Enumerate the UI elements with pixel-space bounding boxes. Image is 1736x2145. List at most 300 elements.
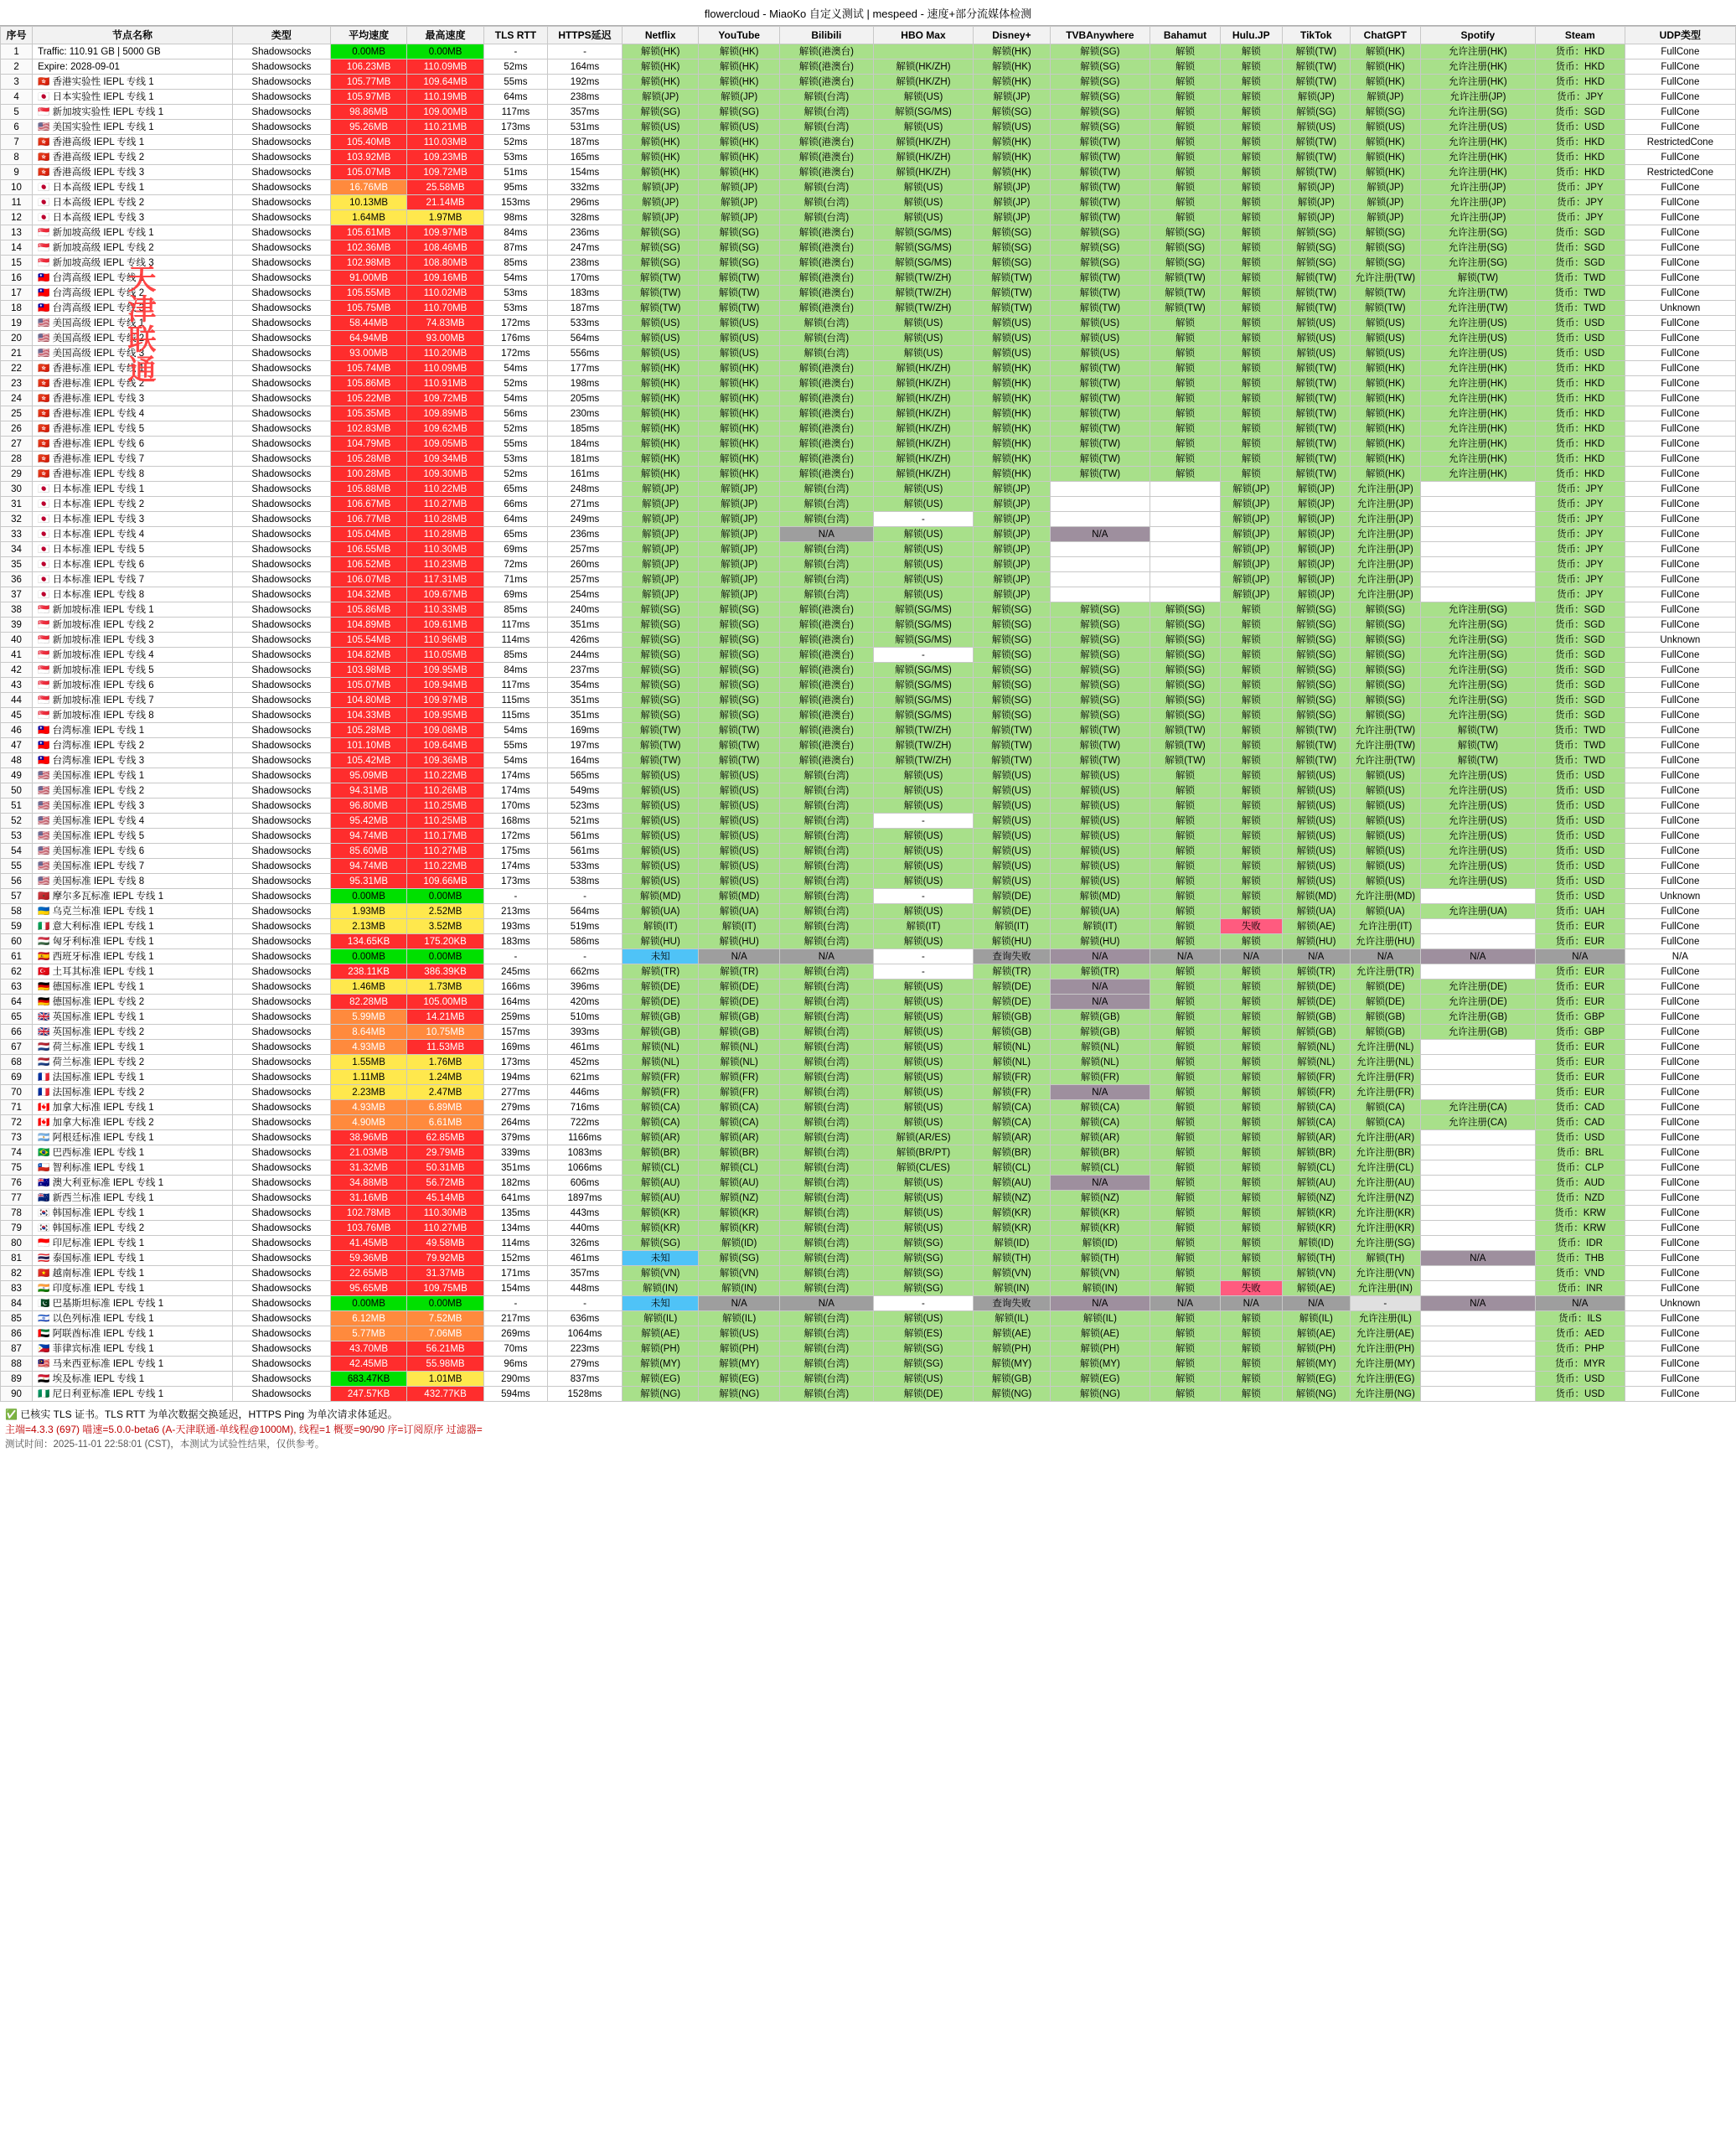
max-speed: 109.08MB — [407, 723, 483, 738]
bahamut-status: 解锁 — [1150, 1130, 1221, 1145]
row-index: 86 — [1, 1326, 33, 1341]
spotify-status: 允许注册(TW) — [1420, 301, 1535, 316]
netflix-status: 解锁(FR) — [622, 1070, 698, 1085]
chatgpt-status: 解锁(US) — [1350, 859, 1420, 874]
table-row[interactable] — [1, 346, 1736, 361]
node-type: Shadowsocks — [232, 180, 330, 195]
hulujp-status: 解锁 — [1220, 602, 1282, 618]
max-speed: 50.31MB — [407, 1160, 483, 1176]
node-name: 🇺🇸 美国标准 IEPL 专线 1 — [33, 768, 233, 783]
hbomax-status — [873, 44, 973, 59]
hulujp-status: 解锁 — [1220, 225, 1282, 240]
table-row[interactable] — [1, 995, 1736, 1010]
steam-status: N/A — [1535, 1296, 1625, 1311]
table-row[interactable] — [1, 618, 1736, 633]
tls-rtt: 277ms — [483, 1085, 547, 1100]
tiktok-status: 解锁(MY) — [1282, 1357, 1350, 1372]
https-latency: 440ms — [548, 1221, 623, 1236]
node-type: Shadowsocks — [232, 497, 330, 512]
max-speed: 56.72MB — [407, 1176, 483, 1191]
tls-rtt: 85ms — [483, 648, 547, 663]
table-row[interactable] — [1, 361, 1736, 376]
udp-type: FullCone — [1625, 391, 1735, 406]
steam-status: 货币：JPY — [1535, 180, 1625, 195]
max-speed: 175.20KB — [407, 934, 483, 949]
youtube-status: 解锁(HK) — [699, 421, 780, 437]
chatgpt-status: 解锁(CA) — [1350, 1100, 1420, 1115]
table-row[interactable] — [1, 421, 1736, 437]
spotify-status: 允许注册(JP) — [1420, 180, 1535, 195]
table-row[interactable] — [1, 1145, 1736, 1160]
table-row[interactable] — [1, 256, 1736, 271]
table-row[interactable] — [1, 1387, 1736, 1402]
table-row[interactable] — [1, 240, 1736, 256]
table-row[interactable] — [1, 90, 1736, 105]
disney-status: 解锁(HK) — [974, 75, 1050, 90]
avg-speed: 91.00MB — [330, 271, 406, 286]
netflix-status: 解锁(SG) — [622, 633, 698, 648]
bahamut-status: 解锁 — [1150, 1025, 1221, 1040]
watermark: 天津联通 — [123, 264, 155, 385]
disney-status: 解锁(SG) — [974, 708, 1050, 723]
udp-type: FullCone — [1625, 859, 1735, 874]
table-row[interactable] — [1, 799, 1736, 814]
netflix-status: 解锁(SG) — [622, 602, 698, 618]
table-row[interactable] — [1, 783, 1736, 799]
tls-rtt: 172ms — [483, 346, 547, 361]
table-row[interactable] — [1, 648, 1736, 663]
table-row[interactable] — [1, 859, 1736, 874]
table-row[interactable] — [1, 1206, 1736, 1221]
udp-type: FullCone — [1625, 995, 1735, 1010]
table-row[interactable] — [1, 708, 1736, 723]
steam-status: 货币：USD — [1535, 1387, 1625, 1402]
table-row[interactable] — [1, 919, 1736, 934]
table-row[interactable] — [1, 1221, 1736, 1236]
hbomax-status: 解锁(US) — [873, 527, 973, 542]
avg-speed: 104.33MB — [330, 708, 406, 723]
table-row[interactable] — [1, 1010, 1736, 1025]
steam-status: 货币：USD — [1535, 783, 1625, 799]
table-row[interactable] — [1, 542, 1736, 557]
bilibili-status: N/A — [779, 1296, 873, 1311]
bilibili-status: N/A — [779, 949, 873, 964]
tls-rtt: 55ms — [483, 437, 547, 452]
hbomax-status: 解锁(SG) — [873, 1236, 973, 1251]
table-row[interactable] — [1, 286, 1736, 301]
table-row[interactable] — [1, 1070, 1736, 1085]
table-row[interactable] — [1, 75, 1736, 90]
node-name: 🇭🇰 香港标准 IEPL 专线 1 — [33, 361, 233, 376]
netflix-status: 解锁(UA) — [622, 904, 698, 919]
table-row[interactable] — [1, 874, 1736, 889]
table-row[interactable] — [1, 316, 1736, 331]
spotify-status — [1420, 1341, 1535, 1357]
hbomax-status: 解锁(US) — [873, 799, 973, 814]
tvbanywhere-status: 解锁(MD) — [1050, 889, 1150, 904]
bilibili-status: 解锁(港澳台) — [779, 602, 873, 618]
node-name: 🇭🇰 香港标准 IEPL 专线 6 — [33, 437, 233, 452]
steam-status: 货币：SGD — [1535, 240, 1625, 256]
avg-speed: 5.77MB — [330, 1326, 406, 1341]
tiktok-status: 解锁(SG) — [1282, 648, 1350, 663]
hulujp-status: 解锁(JP) — [1220, 587, 1282, 602]
youtube-status: 解锁(NL) — [699, 1040, 780, 1055]
tvbanywhere-status: 解锁(EG) — [1050, 1372, 1150, 1387]
https-latency: 271ms — [548, 497, 623, 512]
steam-status: 货币：USD — [1535, 1130, 1625, 1145]
tiktok-status: 解锁(TR) — [1282, 964, 1350, 979]
table-row[interactable] — [1, 814, 1736, 829]
table-row[interactable] — [1, 693, 1736, 708]
table-row[interactable] — [1, 1296, 1736, 1311]
https-latency: 237ms — [548, 663, 623, 678]
https-latency: 837ms — [548, 1372, 623, 1387]
table-row[interactable] — [1, 1266, 1736, 1281]
table-row[interactable] — [1, 512, 1736, 527]
chatgpt-status: N/A — [1350, 949, 1420, 964]
node-type: Shadowsocks — [232, 768, 330, 783]
node-type: Shadowsocks — [232, 361, 330, 376]
disney-status: 解锁(HK) — [974, 406, 1050, 421]
row-index: 9 — [1, 165, 33, 180]
https-latency: 351ms — [548, 693, 623, 708]
table-row[interactable] — [1, 1025, 1736, 1040]
spotify-status: 允许注册(HK) — [1420, 165, 1535, 180]
max-speed: 110.05MB — [407, 648, 483, 663]
avg-speed: 41.45MB — [330, 1236, 406, 1251]
table-row[interactable] — [1, 1251, 1736, 1266]
tiktok-status: 解锁(TW) — [1282, 44, 1350, 59]
hulujp-status: 解锁 — [1220, 633, 1282, 648]
row-index: 57 — [1, 889, 33, 904]
hulujp-status: 解锁 — [1220, 964, 1282, 979]
table-row[interactable] — [1, 904, 1736, 919]
avg-speed: 102.83MB — [330, 421, 406, 437]
bahamut-status — [1150, 512, 1221, 527]
chatgpt-status: 允许注册(VN) — [1350, 1266, 1420, 1281]
table-row[interactable] — [1, 210, 1736, 225]
https-latency: 170ms — [548, 271, 623, 286]
table-row[interactable] — [1, 467, 1736, 482]
avg-speed: 2.13MB — [330, 919, 406, 934]
chatgpt-status: 解锁(US) — [1350, 346, 1420, 361]
table-row[interactable] — [1, 301, 1736, 316]
steam-status: 货币：CAD — [1535, 1115, 1625, 1130]
netflix-status: 解锁(JP) — [622, 90, 698, 105]
bahamut-status: 解锁 — [1150, 165, 1221, 180]
disney-status: 解锁(JP) — [974, 180, 1050, 195]
hbomax-status: 解锁(US) — [873, 979, 973, 995]
youtube-status: 解锁(SG) — [699, 633, 780, 648]
avg-speed: 106.55MB — [330, 542, 406, 557]
bahamut-status: 解锁 — [1150, 1040, 1221, 1055]
spotify-status: 允许注册(HK) — [1420, 437, 1535, 452]
steam-status: 货币：USD — [1535, 829, 1625, 844]
https-latency: 332ms — [548, 180, 623, 195]
table-row[interactable] — [1, 391, 1736, 406]
tvbanywhere-status: 解锁(SG) — [1050, 240, 1150, 256]
steam-status: 货币：HKD — [1535, 135, 1625, 150]
disney-status: 解锁(HK) — [974, 150, 1050, 165]
table-row[interactable] — [1, 1191, 1736, 1206]
youtube-status: 解锁(US) — [699, 120, 780, 135]
chatgpt-status: 允许注册(TW) — [1350, 753, 1420, 768]
chatgpt-status: 允许注册(FR) — [1350, 1085, 1420, 1100]
table-row[interactable] — [1, 1176, 1736, 1191]
tvbanywhere-status: 解锁(US) — [1050, 316, 1150, 331]
tvbanywhere-status — [1050, 587, 1150, 602]
table-row[interactable] — [1, 949, 1736, 964]
hulujp-status: 解锁 — [1220, 467, 1282, 482]
disney-status: 解锁(HK) — [974, 165, 1050, 180]
youtube-status: 解锁(US) — [699, 768, 780, 783]
steam-status: 货币：USD — [1535, 316, 1625, 331]
steam-status: 货币：JPY — [1535, 527, 1625, 542]
spotify-status: 允许注册(SG) — [1420, 240, 1535, 256]
table-row[interactable] — [1, 180, 1736, 195]
bilibili-status: 解锁(港澳台) — [779, 165, 873, 180]
table-row[interactable] — [1, 120, 1736, 135]
table-row[interactable] — [1, 376, 1736, 391]
bahamut-status: 解锁(TW) — [1150, 753, 1221, 768]
table-row[interactable] — [1, 557, 1736, 572]
tiktok-status: 解锁(TW) — [1282, 361, 1350, 376]
max-speed: 49.58MB — [407, 1236, 483, 1251]
node-type: Shadowsocks — [232, 467, 330, 482]
max-speed: 109.00MB — [407, 105, 483, 120]
avg-speed: 38.96MB — [330, 1130, 406, 1145]
chatgpt-status: 允许注册(NZ) — [1350, 1191, 1420, 1206]
table-row[interactable] — [1, 889, 1736, 904]
table-row[interactable] — [1, 633, 1736, 648]
chatgpt-status: 允许注册(JP) — [1350, 572, 1420, 587]
table-row[interactable] — [1, 105, 1736, 120]
max-speed: 109.23MB — [407, 150, 483, 165]
hulujp-status: 解锁 — [1220, 1266, 1282, 1281]
tvbanywhere-status: 解锁(US) — [1050, 768, 1150, 783]
table-row[interactable] — [1, 753, 1736, 768]
table-row[interactable] — [1, 225, 1736, 240]
udp-type: FullCone — [1625, 421, 1735, 437]
avg-speed: 95.42MB — [330, 814, 406, 829]
bilibili-status: 解锁(台湾) — [779, 874, 873, 889]
youtube-status: 解锁(TR) — [699, 964, 780, 979]
steam-status: 货币：GBP — [1535, 1025, 1625, 1040]
table-row[interactable] — [1, 1040, 1736, 1055]
table-row[interactable] — [1, 587, 1736, 602]
bilibili-status: 解锁(港澳台) — [779, 59, 873, 75]
max-speed: 110.28MB — [407, 512, 483, 527]
bilibili-status: 解锁(台湾) — [779, 316, 873, 331]
udp-type: N/A — [1625, 949, 1735, 964]
tvbanywhere-status — [1050, 482, 1150, 497]
table-row[interactable] — [1, 738, 1736, 753]
chatgpt-status: 允许注册(TR) — [1350, 964, 1420, 979]
row-index: 85 — [1, 1311, 33, 1326]
steam-status: 货币：USD — [1535, 889, 1625, 904]
steam-status: 货币：HKD — [1535, 437, 1625, 452]
steam-status: 货币：SGD — [1535, 256, 1625, 271]
table-row[interactable] — [1, 271, 1736, 286]
tls-rtt: 134ms — [483, 1221, 547, 1236]
column-header-14: Hulu.JP — [1220, 27, 1282, 44]
bilibili-status: 解锁(港澳台) — [779, 150, 873, 165]
tvbanywhere-status: 解锁(SG) — [1050, 708, 1150, 723]
table-row[interactable] — [1, 572, 1736, 587]
table-row[interactable] — [1, 437, 1736, 452]
tvbanywhere-status: 解锁(SG) — [1050, 693, 1150, 708]
table-row[interactable] — [1, 1357, 1736, 1372]
node-name: 🇺🇸 美国高级 IEPL 专线 2 — [33, 331, 233, 346]
table-row[interactable] — [1, 663, 1736, 678]
tiktok-status: 解锁(VN) — [1282, 1266, 1350, 1281]
avg-speed: 106.67MB — [330, 497, 406, 512]
bahamut-status: 解锁 — [1150, 1100, 1221, 1115]
max-speed: 109.67MB — [407, 587, 483, 602]
hbomax-status: 解锁(US) — [873, 210, 973, 225]
table-row[interactable] — [1, 1130, 1736, 1145]
table-row[interactable] — [1, 1100, 1736, 1115]
https-latency: 254ms — [548, 587, 623, 602]
node-type: Shadowsocks — [232, 1341, 330, 1357]
tiktok-status: 解锁(CA) — [1282, 1115, 1350, 1130]
table-row[interactable] — [1, 1055, 1736, 1070]
table-row[interactable] — [1, 482, 1736, 497]
hbomax-status: 解锁(US) — [873, 904, 973, 919]
table-row[interactable] — [1, 1236, 1736, 1251]
tvbanywhere-status: 解锁(TW) — [1050, 361, 1150, 376]
youtube-status: 解锁(US) — [699, 874, 780, 889]
tiktok-status: N/A — [1282, 949, 1350, 964]
table-row[interactable] — [1, 1326, 1736, 1341]
youtube-status: 解锁(US) — [699, 783, 780, 799]
tls-rtt: 213ms — [483, 904, 547, 919]
column-header-11: Disney+ — [974, 27, 1050, 44]
hbomax-status: 解锁(HK/ZH) — [873, 421, 973, 437]
max-speed: 110.25MB — [407, 814, 483, 829]
column-header-18: Steam — [1535, 27, 1625, 44]
chatgpt-status: 允许注册(AR) — [1350, 1130, 1420, 1145]
bilibili-status: 解锁(台湾) — [779, 1326, 873, 1341]
table-row[interactable] — [1, 406, 1736, 421]
table-row[interactable] — [1, 59, 1736, 75]
avg-speed: 238.11KB — [330, 964, 406, 979]
table-row[interactable] — [1, 497, 1736, 512]
chatgpt-status: 允许注册(MY) — [1350, 1357, 1420, 1372]
udp-type: FullCone — [1625, 783, 1735, 799]
youtube-status: 解锁(TW) — [699, 301, 780, 316]
hbomax-status: 解锁(US) — [873, 542, 973, 557]
table-row[interactable] — [1, 768, 1736, 783]
tiktok-status: 解锁(TW) — [1282, 406, 1350, 421]
table-row[interactable] — [1, 1115, 1736, 1130]
hulujp-status: 解锁 — [1220, 693, 1282, 708]
avg-speed: 16.76MB — [330, 180, 406, 195]
table-row[interactable] — [1, 678, 1736, 693]
disney-status: 解锁(US) — [974, 783, 1050, 799]
chatgpt-status: 允许注册(MD) — [1350, 889, 1420, 904]
hulujp-status: 解锁 — [1220, 859, 1282, 874]
max-speed: 109.05MB — [407, 437, 483, 452]
max-speed: 0.00MB — [407, 949, 483, 964]
table-row[interactable] — [1, 979, 1736, 995]
table-row[interactable] — [1, 165, 1736, 180]
table-row[interactable] — [1, 829, 1736, 844]
table-row[interactable] — [1, 1085, 1736, 1100]
table-row[interactable] — [1, 150, 1736, 165]
steam-status: 货币：TWD — [1535, 723, 1625, 738]
table-row[interactable] — [1, 1311, 1736, 1326]
table-row[interactable] — [1, 844, 1736, 859]
hbomax-status: 解锁(TW/ZH) — [873, 738, 973, 753]
bilibili-status: 解锁(港澳台) — [779, 271, 873, 286]
https-latency: 296ms — [548, 195, 623, 210]
table-row[interactable] — [1, 723, 1736, 738]
table-row[interactable] — [1, 44, 1736, 59]
avg-speed: 105.54MB — [330, 633, 406, 648]
spotify-status — [1420, 1085, 1535, 1100]
bahamut-status: 解锁 — [1150, 105, 1221, 120]
disney-status: 解锁(DE) — [974, 995, 1050, 1010]
table-row[interactable] — [1, 964, 1736, 979]
hbomax-status: 解锁(US) — [873, 1025, 973, 1040]
udp-type: FullCone — [1625, 844, 1735, 859]
max-speed: 2.52MB — [407, 904, 483, 919]
table-row[interactable] — [1, 452, 1736, 467]
table-row[interactable] — [1, 1372, 1736, 1387]
chatgpt-status: 解锁(DE) — [1350, 979, 1420, 995]
https-latency: 154ms — [548, 165, 623, 180]
tiktok-status: 解锁(TW) — [1282, 437, 1350, 452]
table-row[interactable] — [1, 135, 1736, 150]
table-row[interactable] — [1, 1281, 1736, 1296]
spotify-status: 允许注册(US) — [1420, 316, 1535, 331]
node-type: Shadowsocks — [232, 587, 330, 602]
udp-type: Unknown — [1625, 889, 1735, 904]
disney-status: 解锁(FR) — [974, 1085, 1050, 1100]
table-row[interactable] — [1, 934, 1736, 949]
table-row[interactable] — [1, 527, 1736, 542]
table-row[interactable] — [1, 195, 1736, 210]
https-latency: 351ms — [548, 708, 623, 723]
row-index: 89 — [1, 1372, 33, 1387]
udp-type: FullCone — [1625, 1311, 1735, 1326]
table-row[interactable] — [1, 1160, 1736, 1176]
steam-status: 货币：USD — [1535, 331, 1625, 346]
tls-rtt: 245ms — [483, 964, 547, 979]
table-row[interactable] — [1, 331, 1736, 346]
tiktok-status: 解锁(PH) — [1282, 1341, 1350, 1357]
bahamut-status: 解锁 — [1150, 180, 1221, 195]
tvbanywhere-status: 解锁(SG) — [1050, 120, 1150, 135]
table-row[interactable] — [1, 1341, 1736, 1357]
bilibili-status: 解锁(港澳台) — [779, 723, 873, 738]
table-row[interactable] — [1, 602, 1736, 618]
max-speed: 110.25MB — [407, 799, 483, 814]
steam-status: 货币：HKD — [1535, 421, 1625, 437]
netflix-status: 解锁(FR) — [622, 1085, 698, 1100]
https-latency: 240ms — [548, 602, 623, 618]
node-name: 🇬🇧 英国标准 IEPL 专线 1 — [33, 1010, 233, 1025]
node-name: 🇰🇷 韩国标准 IEPL 专线 2 — [33, 1221, 233, 1236]
disney-status: 解锁(US) — [974, 859, 1050, 874]
node-name: 🇭🇰 香港高级 IEPL 专线 1 — [33, 135, 233, 150]
column-header-6: HTTPS延迟 — [548, 27, 623, 44]
steam-status: N/A — [1535, 949, 1625, 964]
https-latency: 1064ms — [548, 1326, 623, 1341]
node-name: 🇵🇰 巴基斯坦标准 IEPL 专线 1 — [33, 1296, 233, 1311]
